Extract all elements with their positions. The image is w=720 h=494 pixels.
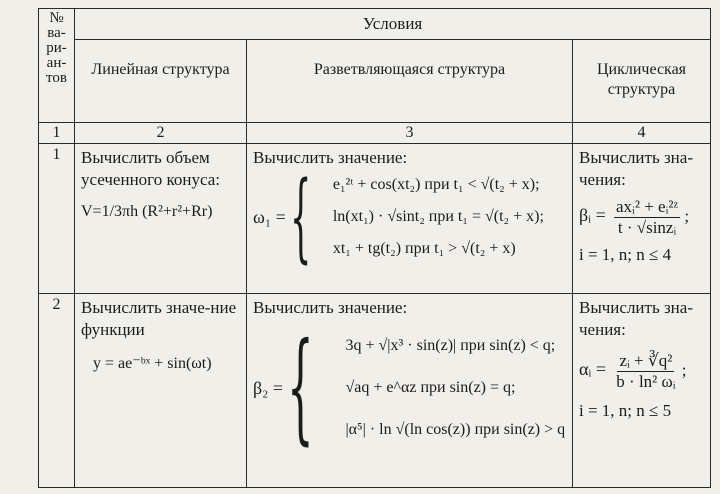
fraction-numerator: axᵢ² + eᵢ²ᶻ [616,197,679,216]
branching-structure-header: Разветвляющаяся структура [247,40,573,123]
task-text: Вычислить зна-чения: [579,148,693,189]
formula-case: √aq + e^αz при sin(z) = q; [345,379,516,396]
subheader-row [39,40,711,123]
formula: V=1/3πh (R²+r²+Rr) [81,203,213,220]
fraction-denominator: t · √sinzᵢ [617,218,677,237]
column-index-row [39,123,711,144]
variant-number: 2 [39,294,75,488]
formula-tail: ; [684,206,690,226]
task-text: Вычислить значение: [253,148,408,167]
left-brace-icon: { [289,161,312,273]
variant-number-header: № ва-ри-ан-тов [39,9,75,123]
variant-number: 1 [39,144,75,294]
formula-lhs: ω₁ = [253,206,286,227]
task-text: Вычислить объем усеченного конуса: [81,148,220,189]
fraction-numerator: zᵢ + ∛q² [619,351,673,370]
range-text: i = 1, n; n ≤ 4 [579,245,672,264]
column-index: 1 [39,123,75,144]
branching-cell [247,294,573,488]
fraction-formula [573,341,710,392]
piecewise-formula [247,318,572,457]
column-index: 2 [75,123,247,144]
formula-lhs: βᵢ = [579,205,606,226]
tasks-table [38,8,711,488]
formula-case: 3q + √|x³ · sin(z)| при sin(z) < q; [345,337,556,354]
piecewise-formula [247,161,572,273]
table-row [39,144,711,294]
formula-lhs: β₂ = [253,377,284,398]
formula-cases [333,169,544,265]
formula-case: ln(xt₁) · √sint₂ при t₁ = √(t₂ + x); [332,208,544,225]
branching-cell [247,144,573,294]
linear-structure-header: Линейная структура [75,40,247,123]
table-row [39,294,711,488]
fraction-formula [573,191,710,238]
fraction-denominator: b · ln² ωᵢ [616,372,676,391]
task-text: Вычислить зна-чения: [579,298,693,339]
formula-cases [345,325,565,451]
formula-tail: ; [681,360,687,380]
formula: y = ae⁻ᵇˣ + sin(ωt) [93,355,212,372]
column-index: 4 [573,123,711,144]
formula-case: xt₁ + tg(t₂) при t₁ > √(t₂ + x) [332,240,516,257]
conditions-header: Условия [75,9,711,40]
formula-lhs: αᵢ = [579,359,607,380]
column-index: 3 [247,123,573,144]
formula-case: |α⁵| · ln √(ln cos(z)) при sin(z) > q [345,421,566,438]
cyclic-cell [573,144,711,294]
formula-case: e₁²ᵗ + cos(xt₂) при t₁ < √(t₂ + x); [332,176,540,193]
task-text: Вычислить значение: [253,298,408,317]
cyclic-structure-header: Циклическая структура [573,40,711,123]
task-text: Вычислить значе-ние функции [81,298,237,339]
linear-cell [75,144,247,294]
linear-cell [75,294,247,488]
range-text: i = 1, n; n ≤ 5 [579,401,672,420]
header-row [39,9,711,40]
left-brace-icon: { [287,318,314,457]
cyclic-cell [573,294,711,488]
